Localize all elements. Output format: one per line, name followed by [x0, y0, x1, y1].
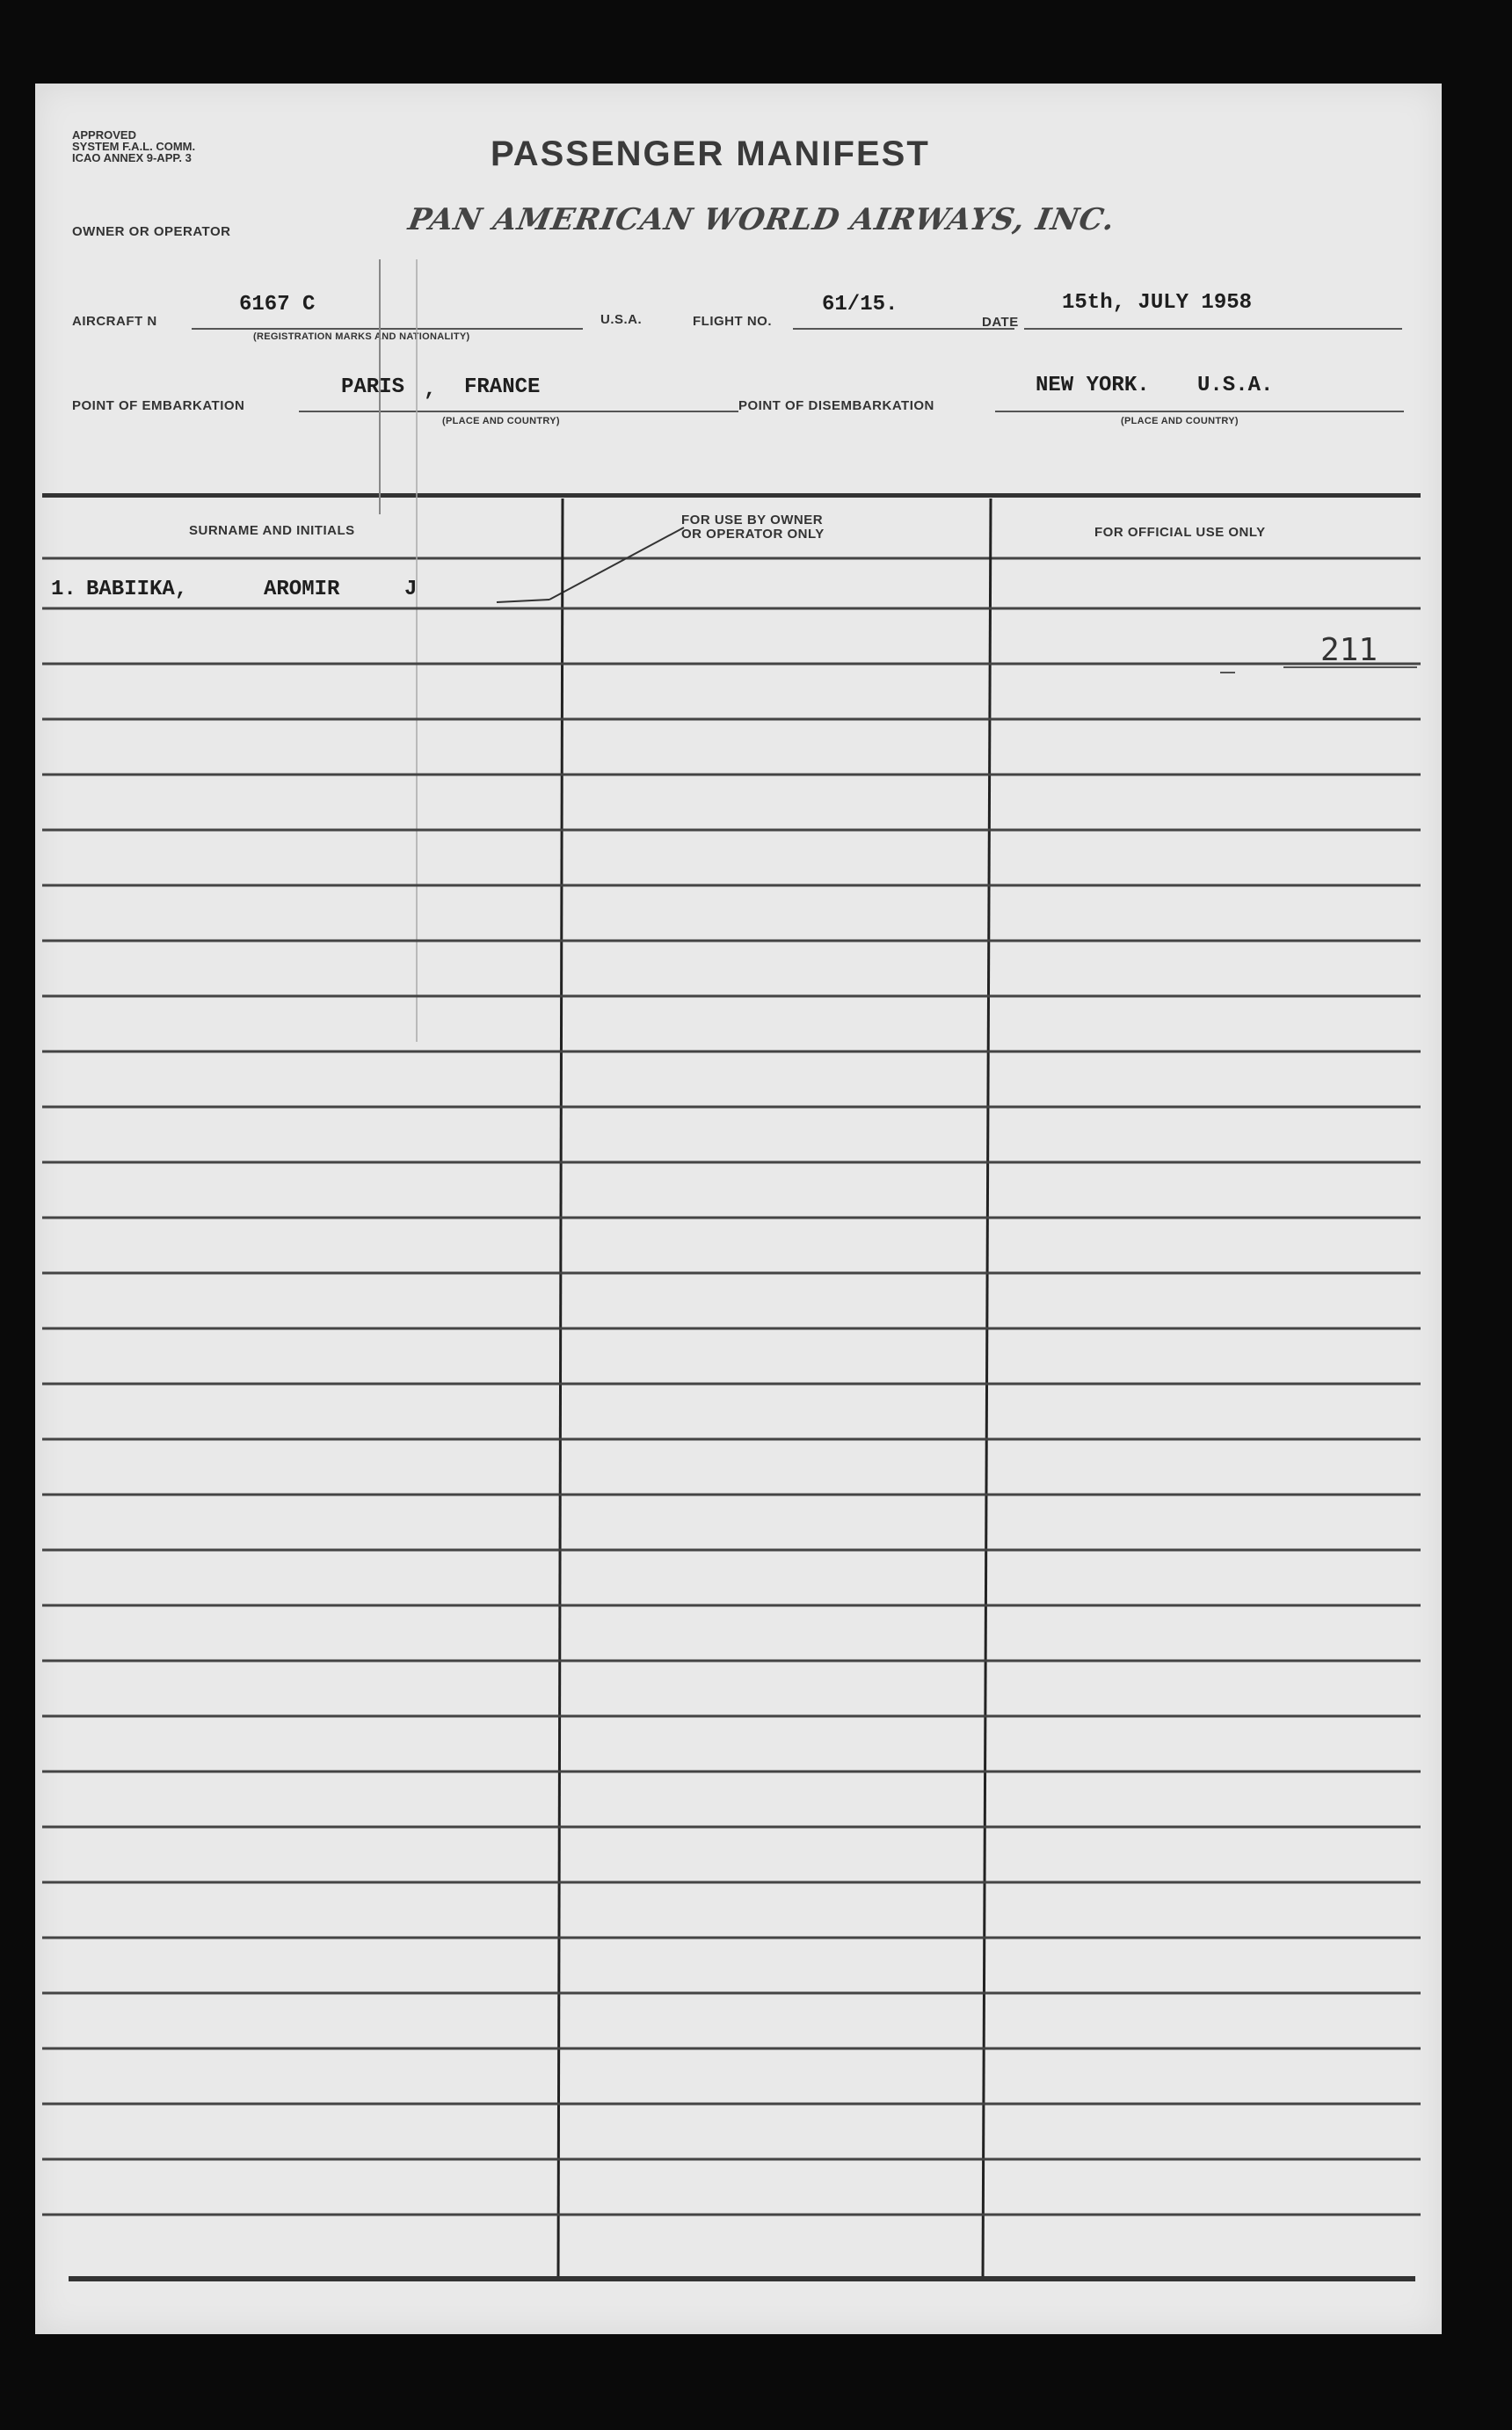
date-label: DATE	[982, 315, 1019, 330]
disembark-city: NEW YORK.	[1036, 374, 1150, 397]
disembark-place-caption: (PLACE AND COUNTRY)	[1121, 416, 1239, 426]
approval-line: SYSTEM F.A.L. COMM.	[72, 140, 196, 153]
embarkation-label: POINT OF EMBARKATION	[72, 398, 245, 413]
aircraft-label: AIRCRAFT N	[72, 314, 157, 329]
flight-value: 61/15.	[822, 293, 898, 316]
registration-caption: (REGISTRATION MARKS AND NATIONALITY)	[253, 331, 470, 342]
embark-city: PARIS	[341, 375, 405, 399]
passenger-given-name: AROMIR	[264, 578, 340, 601]
embark-separator: ,	[424, 378, 437, 402]
column-header-official: FOR OFFICIAL USE ONLY	[1094, 525, 1266, 540]
flight-label: FLIGHT NO.	[693, 314, 772, 329]
manifest-table	[35, 84, 1442, 2334]
company-name: PAN AMERICAN WORLD AIRWAYS, INC.	[405, 202, 1118, 237]
usa-label: U.S.A.	[600, 312, 643, 327]
manifest-page	[35, 84, 1442, 2334]
passenger-initial: J	[404, 578, 418, 601]
column-divider	[983, 498, 991, 2281]
passenger-number: 1.	[51, 578, 76, 601]
column-divider	[558, 498, 563, 2281]
column-header-owner-line2: OR OPERATOR ONLY	[681, 527, 825, 542]
passenger-surname: BABIIKA,	[86, 578, 188, 601]
form-title: PASSENGER MANIFEST	[491, 135, 930, 173]
column-header-owner-line1: FOR USE BY OWNER	[681, 513, 824, 527]
owner-label: OWNER OR OPERATOR	[72, 224, 231, 239]
disembark-country: U.S.A.	[1197, 374, 1274, 397]
date-value: 15th, JULY 1958	[1062, 291, 1253, 315]
approval-line: ICAO ANNEX 9-APP. 3	[72, 151, 192, 164]
footer-band	[69, 2276, 1415, 2281]
pointer-line	[549, 527, 684, 600]
embark-country: FRANCE	[464, 375, 541, 399]
column-header-surname: SURNAME AND INITIALS	[189, 523, 355, 538]
embark-place-caption: (PLACE AND COUNTRY)	[442, 416, 560, 426]
header-band-top	[42, 493, 1421, 498]
official-number: 211	[1320, 632, 1378, 668]
aircraft-value: 6167 C	[239, 293, 316, 316]
row-rules-group	[42, 608, 1421, 2215]
passenger-row	[51, 578, 543, 604]
approval-line: APPROVED	[72, 128, 136, 142]
disembarkation-label: POINT OF DISEMBARKATION	[738, 398, 934, 413]
